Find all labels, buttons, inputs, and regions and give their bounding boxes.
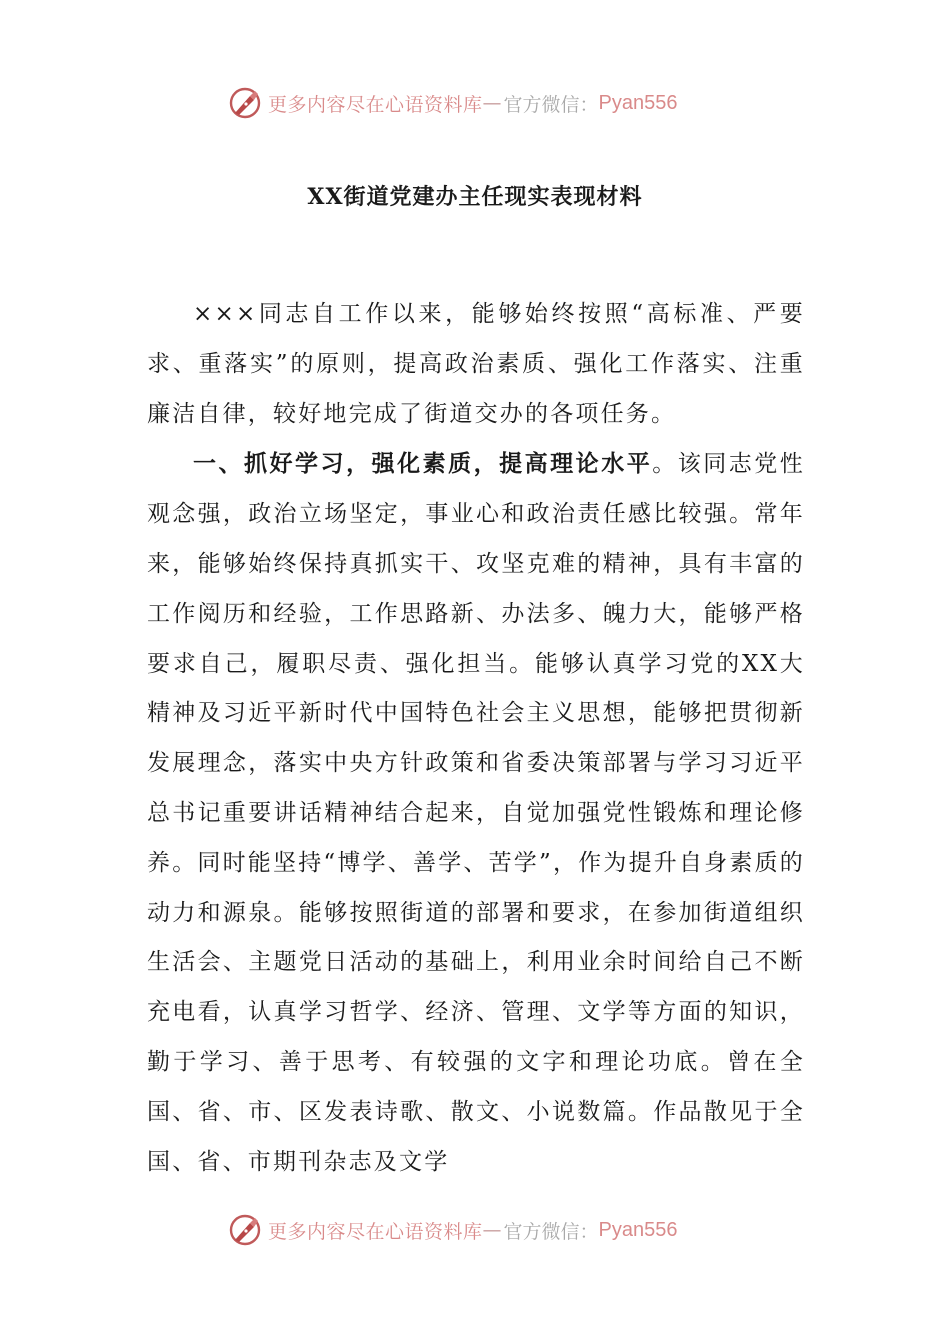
pen-nib-logo-icon [228, 1213, 262, 1247]
watermark-site-text: 更多内容尽在心语资料库 [268, 1220, 483, 1243]
footer-watermark [228, 1210, 678, 1250]
document-title: XX街道党建办主任现实表现材料 [307, 184, 643, 210]
watermark-separator: — [482, 1219, 502, 1241]
watermark-site-text: 更多内容尽在心语资料库 [268, 93, 483, 116]
paragraph-intro [147, 290, 805, 439]
document-body [147, 290, 805, 1187]
watermark-wechat-id: Pyan556 [598, 91, 678, 114]
watermark-wechat-label: 官方微信： [503, 93, 599, 116]
section-one-text: 。该同志党性观念强，政治立场坚定，事业心和政治责任感比较强。常年来，能够始终保持真抓实干、攻坚克难的精神，具有丰富的工作阅历和经验，工作思路新、办法多、魄力大，能够严格要求自己，履职尽责、强化担当。能够认真学习党的XX大精神及习近平新时代中国特色社会主义思想，能够把贯彻新发展理念，落实中央方针政策和省委决策部署与学习习近平总书记重要讲话精神结合起来，自觉加强党性锻炼和理论修养。同时能坚持“博学、善学、苦学”，作为提升自身素质的动力和源泉。能够按照街道的部署和要求，在参加街道组织生活会、主题党日活动的基础上，利用业余时间给自己不断充电看，认真学习哲学、经济、管理、文学等方面的知识，勤于学习、善于思考、有较强的文字和理论功底。曾在全国、省、市、区发表诗歌、散文、小说数篇。作品散见于全国、省、市期刊杂志及文学 [147, 451, 805, 1175]
watermark-wechat-label: 官方微信： [503, 1220, 599, 1243]
paragraph-intro-text: ×××同志自工作以来，能够始终按照“高标准、严要求、重落实”的原则，提高政治素质、强化工作落实、注重廉洁自律，较好地完成了街道交办的各项任务。 [147, 301, 805, 427]
section-one-heading: 一、抓好学习，强化素质，提高理论水平 [193, 450, 653, 478]
paragraph-section-one [147, 439, 805, 1187]
watermark-wechat-id: Pyan556 [598, 1218, 678, 1241]
header-watermark [228, 83, 678, 123]
watermark-separator: — [482, 92, 502, 114]
pen-nib-logo-icon [228, 86, 262, 120]
